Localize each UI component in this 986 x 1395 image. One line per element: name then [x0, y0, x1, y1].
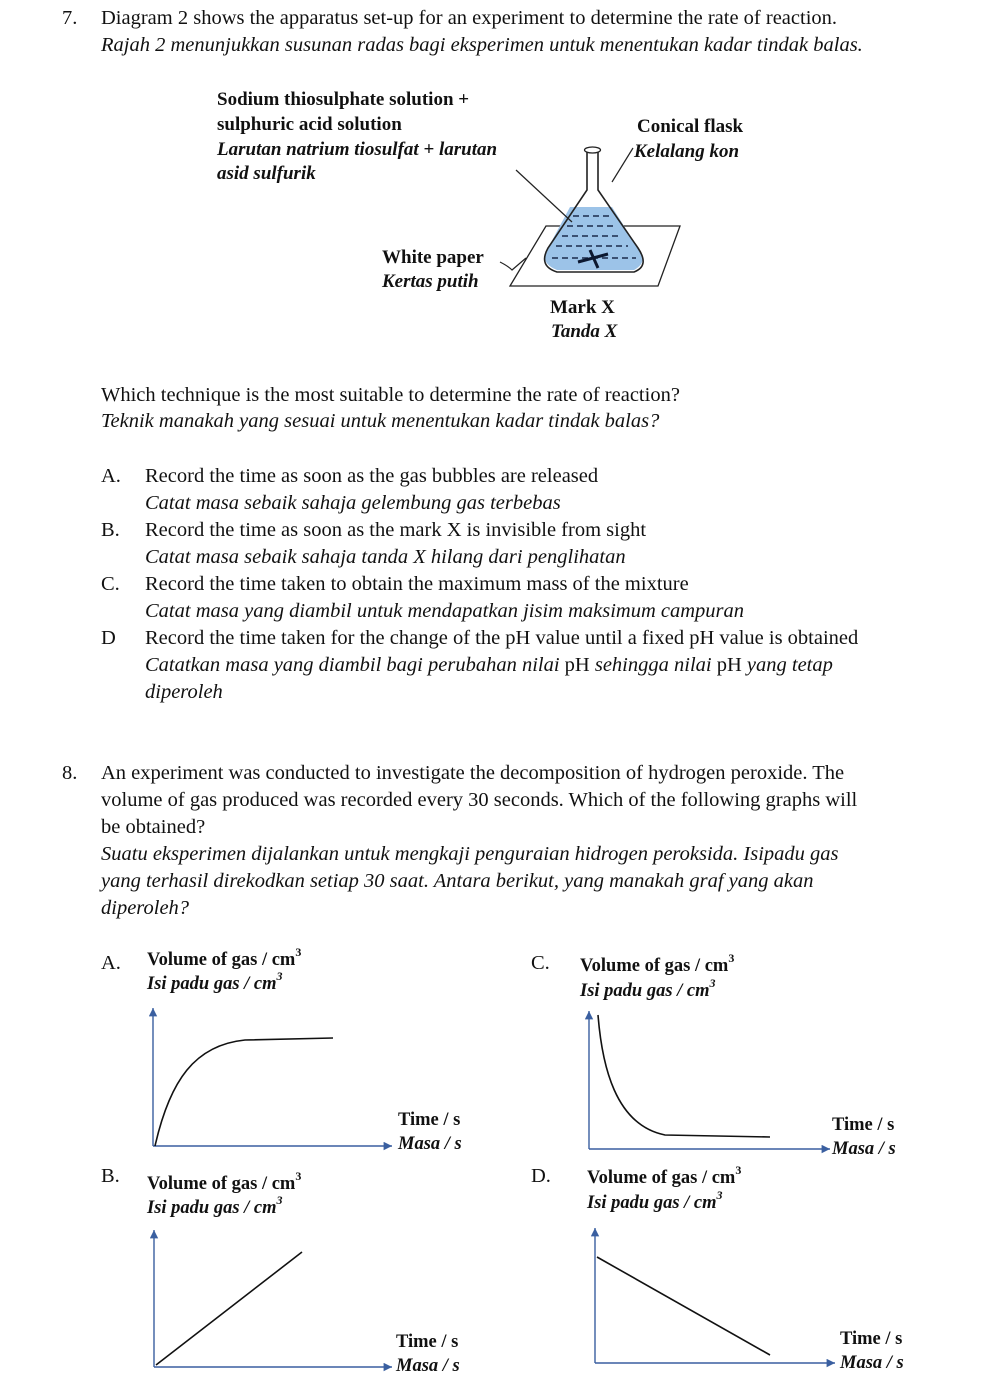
solution-label-ms-2: asid sulfurik	[217, 163, 316, 184]
paper-label-ms: Kertas putih	[382, 271, 479, 292]
graph-a-x-label-ms: Masa / s	[398, 1134, 462, 1154]
graph-c	[580, 1005, 850, 1165]
graph-a-x-label-en: Time / s	[398, 1110, 461, 1130]
q8-option-b-letter[interactable]: B.	[101, 1165, 120, 1187]
graph-d-y-label-en: Volume of gas / $cm^3$	[587, 1162, 742, 1188]
apparatus-diagram	[0, 0, 986, 360]
paper-label-en: White paper	[382, 247, 484, 268]
question-7-stem-ms: Rajah 2 menunjukkan susunan radas bagi eksperimen untuk menentukan kadar tindak balas.	[101, 34, 863, 56]
q7-option-a-en[interactable]: Record the time as soon as the gas bubbles are released	[145, 465, 599, 487]
graph-d-x-label-en: Time / s	[840, 1329, 903, 1349]
graph-b-y-label-ms: Isi padu gas / $cm^3$	[147, 1192, 283, 1218]
q8-option-a-letter[interactable]: A.	[101, 952, 121, 974]
graph-b-y-label-en: Volume of gas / $cm^3$	[147, 1168, 302, 1194]
flask-label-en: Conical flask	[637, 116, 744, 137]
graph-a-y-label-en: Volume of gas / $cm^3$	[147, 944, 302, 970]
graph-b-x-label-en: Time / s	[396, 1332, 459, 1352]
solution-leader-line	[516, 170, 572, 222]
question-8-stem-ms-1: Suatu eksperimen dijalankan untuk mengkaji penguraian hidrogen peroksida. Isipadu gas	[101, 843, 839, 865]
graph-d-y-label-ms: Isi padu gas / $cm^3$	[587, 1187, 723, 1213]
q7-option-d-letter: D	[101, 627, 116, 649]
q7-option-b-ms: Catat masa sebaik sahaja tanda X hilang dari penglihatan	[145, 546, 626, 568]
q7-option-d-ms-line1: Catatkan masa yang diambil bagi perubahan nilai pH sehingga nilai pH yang tetap	[145, 654, 833, 676]
question-8-stem-en-3: be obtained?	[101, 816, 206, 838]
graph-d-x-label-ms: Masa / s	[840, 1353, 904, 1373]
graph-a-y-label-ms: Isi padu gas / $cm^3$	[147, 968, 283, 994]
mark-label-en: Mark X	[550, 297, 615, 318]
graph-c-x-label-en: Time / s	[832, 1115, 895, 1135]
question-8-stem-ms-3: diperoleh?	[101, 897, 190, 919]
q7-option-d-en[interactable]: Record the time taken for the change of the pH value until a fixed pH value is obtained	[145, 627, 859, 649]
graph-a-curve	[155, 1038, 333, 1146]
graph-c-y-label-en: Volume of gas / $cm^3$	[580, 950, 735, 976]
q7-option-c-en[interactable]: Record the time taken to obtain the maximum mass of the mixture	[145, 573, 689, 595]
question-8-stem-en-2: volume of gas produced was recorded every 30 seconds. Which of the following graphs will	[101, 789, 858, 811]
graph-c-curve	[598, 1015, 770, 1137]
q7-option-c-letter: C.	[101, 573, 120, 595]
q7-option-a-letter: A.	[101, 465, 121, 487]
graph-b-line	[156, 1252, 302, 1365]
flask-leader-line	[612, 148, 633, 182]
mark-label-ms: Tanda X	[551, 321, 618, 342]
solution-label-en-2: sulphuric acid solution	[217, 114, 402, 135]
flask-mouth	[585, 147, 601, 153]
question-7-stem-en: Diagram 2 shows the apparatus set-up for an experiment to determine the rate of reaction.	[101, 7, 838, 29]
q7-option-d-ms-line2: diperoleh	[145, 681, 223, 703]
graph-a	[140, 1000, 410, 1160]
graph-b	[140, 1224, 410, 1384]
graph-d	[585, 1222, 855, 1382]
flask-label-ms: Kelalang kon	[634, 141, 740, 162]
q8-option-d-letter[interactable]: D.	[531, 1165, 551, 1187]
q7-option-b-en[interactable]: Record the time as soon as the mark X is invisible from sight	[145, 519, 647, 541]
q7-option-b-letter: B.	[101, 519, 120, 541]
graph-b-x-label-ms: Masa / s	[396, 1356, 460, 1376]
q7-option-c-ms: Catat masa yang diambil untuk mendapatkan jisim maksimum campuran	[145, 600, 745, 622]
question-8-stem-ms-2: yang terhasil direkodkan setiap 30 saat. Antara berikut, yang manakah graf yang akan	[101, 870, 814, 892]
question-7-prompt-ms: Teknik manakah yang sesuai untuk menentukan kadar tindak balas?	[101, 410, 660, 432]
question-8-number: 8.	[62, 762, 78, 784]
solution-label-ms-1: Larutan natrium tiosulfat + larutan	[217, 139, 498, 160]
q8-option-c-letter[interactable]: C.	[531, 952, 550, 974]
solution-label-en-1: Sodium thiosulphate solution +	[217, 89, 470, 110]
q7-option-a-ms: Catat masa sebaik sahaja gelembung gas terbebas	[145, 492, 561, 514]
question-7-number: 7.	[62, 7, 78, 29]
graph-c-x-label-ms: Masa / s	[832, 1139, 896, 1159]
question-8-stem-en-1: An experiment was conducted to investigate the decomposition of hydrogen peroxide. The	[101, 762, 845, 784]
question-7-prompt-en: Which technique is the most suitable to determine the rate of reaction?	[101, 384, 680, 406]
graph-c-y-label-ms: Isi padu gas / $cm^3$	[580, 975, 716, 1001]
graph-d-line	[597, 1257, 770, 1355]
